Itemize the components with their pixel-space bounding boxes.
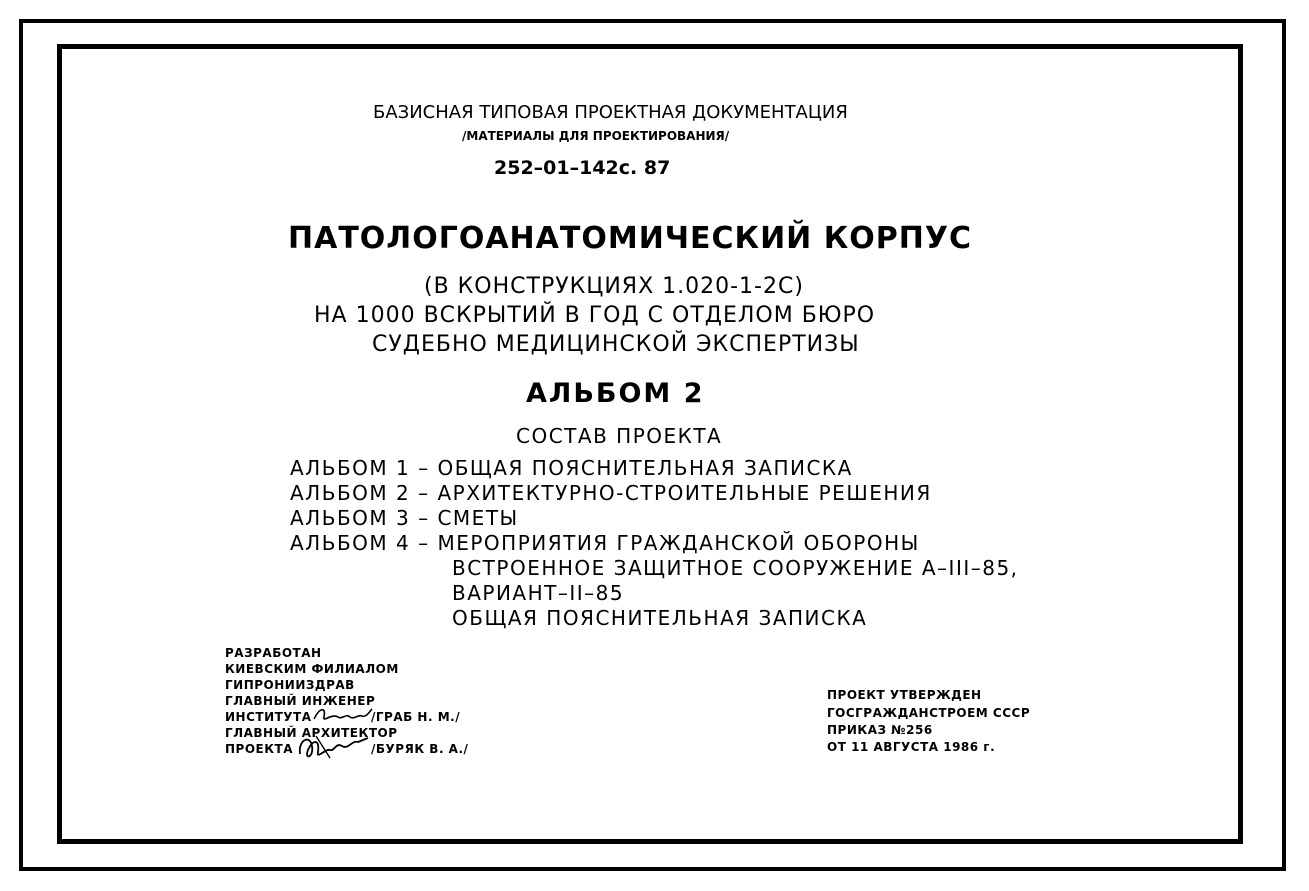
title-line-2: НА 1000 ВСКРЫТИЙ В ГОД С ОТДЕЛОМ БЮРО bbox=[314, 303, 876, 328]
title-line-3: СУДЕБНО МЕДИЦИНСКОЙ ЭКСПЕРТИЗЫ bbox=[372, 332, 860, 357]
engineer-name: /ГРАБ Н. М./ bbox=[371, 710, 461, 724]
approved-line: ГОСГРАЖДАНСТРОЕМ СССР bbox=[827, 706, 1031, 720]
developed-line: ПРОЕКТА bbox=[225, 742, 294, 756]
project-title: ПАТОЛОГОАНАТОМИЧЕСКИЙ КОРПУС bbox=[288, 221, 973, 256]
approved-line: ПРИКАЗ №256 bbox=[827, 723, 933, 737]
composition-item-cont: ОБЩАЯ ПОЯСНИТЕЛЬНАЯ ЗАПИСКА bbox=[452, 606, 868, 630]
developed-line: ИНСТИТУТА bbox=[225, 710, 312, 724]
developed-line: РАЗРАБОТАН bbox=[225, 646, 322, 660]
project-code: 252–01–142с. 87 bbox=[494, 157, 671, 179]
engineer-signature bbox=[312, 703, 374, 725]
approved-line: ПРОЕКТ УТВЕРЖДЕН bbox=[827, 688, 982, 702]
developed-line: КИЕВСКИМ ФИЛИАЛОМ bbox=[225, 662, 399, 676]
composition-item: АЛЬБОМ 1 – ОБЩАЯ ПОЯСНИТЕЛЬНАЯ ЗАПИСКА bbox=[290, 456, 853, 480]
architect-name: /БУРЯК В. А./ bbox=[371, 742, 469, 756]
developed-line: ГИПРОНИИЗДРАВ bbox=[225, 678, 355, 692]
composition-item: АЛЬБОМ 3 – СМЕТЫ bbox=[290, 506, 519, 530]
composition-item-cont: ВСТРОЕННОЕ ЗАЩИТНОЕ СООРУЖЕНИЕ А–III–85, bbox=[452, 556, 1019, 580]
title-line-1: (В КОНСТРУКЦИЯХ 1.020-1-2С) bbox=[424, 274, 804, 299]
approved-line: ОТ 11 АВГУСТА 1986 г. bbox=[827, 740, 996, 754]
composition-item: АЛЬБОМ 2 – АРХИТЕКТУРНО-СТРОИТЕЛЬНЫЕ РЕШЕНИЯ bbox=[290, 481, 932, 505]
composition-item-cont: ВАРИАНТ–II–85 bbox=[452, 581, 625, 605]
doc-type-heading: БАЗИСНАЯ ТИПОВАЯ ПРОЕКТНАЯ ДОКУМЕНТАЦИЯ bbox=[373, 102, 848, 123]
developed-line: ГЛАВНЫЙ АРХИТЕКТОР bbox=[225, 726, 398, 740]
architect-signature bbox=[296, 730, 370, 764]
album-number: АЛЬБОМ 2 bbox=[526, 378, 705, 409]
composition-item: АЛЬБОМ 4 – МЕРОПРИЯТИЯ ГРАЖДАНСКОЙ ОБОРОНЫ bbox=[290, 531, 920, 555]
doc-subtype: /МАТЕРИАЛЫ ДЛЯ ПРОЕКТИРОВАНИЯ/ bbox=[462, 129, 730, 143]
composition-heading: СОСТАВ ПРОЕКТА bbox=[516, 424, 723, 448]
developed-line: ГЛАВНЫЙ ИНЖЕНЕР bbox=[225, 694, 376, 708]
